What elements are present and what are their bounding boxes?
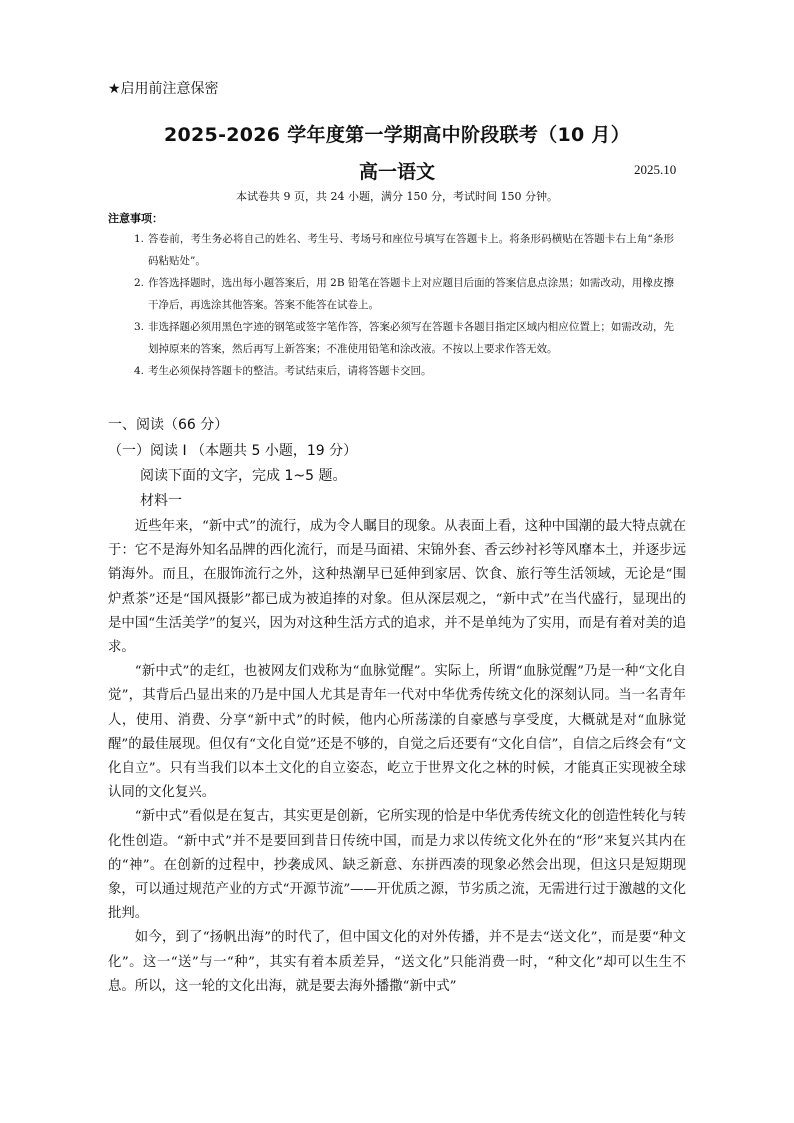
paragraph: 如今，到了“扬帆出海”的时代了，但中国文化的对外传播，并不是去“送文化”，而是要“种文化”。这一“送”与一“种”，其实有着本质差异，“送文化”只能消费一时，“种文化”却可以生生不息。所以，这一轮的文化出海，就是要去海外播撒“新中式” — [108, 930, 686, 994]
paragraph: 近些年来，“新中式”的流行，成为令人瞩目的现象。从表面上看，这种中国潮的最大特点就在于：它不是海外知名品牌的西化流行，而是马面裙、宋锦外套、香云纱衬衫等风靡本土，并逐步远销海外。而且，在服饰流行之外，这种热潮早已延伸到家居、饮食、旅行等生活领域，无论是“围炉煮茶”还是“国风摄影”都已成为被追捧的对象。但从深层观之，“新中式”在当代盛行，显现出的是中国“生活美学”的复兴，因为对这种生活方式的追求，并不是单纯为了实用，而是有着对美的追求。 — [108, 519, 686, 656]
paragraph: “新中式”看似是在复古，其实更是创新，它所实现的恰是中华优秀传统文化的创造性转化与转化性创造。“新中式”并不是要回到昔日传统中国，而是力求以传统文化外在的“形”来复兴其内在的“神”。在创新的过程中，抄袭成风、缺乏新意、东拼西凑的现象必然会出现，但这只是短期现象，可以通过规范产业的方式“开源节流”——开优质之源，节劣质之流，无需进行过于激越的文化批判。 — [108, 809, 686, 922]
notice-heading: 注意事项： — [108, 212, 163, 225]
exam-date: 2025.10 — [634, 162, 677, 177]
paragraph: “新中式”的走红，也被网友们戏称为“血脉觉醒”。实际上，所谓“血脉觉醒”乃是一种“文化自觉”，其背后凸显出来的乃是中国人尤其是青年一代对中华优秀传统文化的深刻认同。当一名青年人，使用、消费、分享“新中式”的时候，他内心所荡漾的自豪感与享受度，大概就是对“血脉觉醒”的最佳展现。但仅有“文化自觉”还是不够的，自觉之后还要有“文化自信”，自信之后终会有“文化自立”。只有当我们以本土文化的自立姿态，屹立于世界文化之林的时候，才能真正实现被全球认同的文化复兴。 — [108, 664, 686, 801]
notice-text: 考生必须保持答题卡的整洁。考试结束后，请将答题卡交回。 — [148, 365, 432, 377]
notice-item — [134, 316, 674, 360]
exam-title: 2025-2026 学年度第一学期高中阶段联考（10 月） — [163, 124, 631, 146]
notice-item — [134, 360, 674, 382]
notice-number: 2. — [134, 277, 145, 289]
notice-item — [134, 272, 674, 316]
exam-info: 本试卷共 9 页，共 24 小题，满分 150 分，考试时间 150 分钟。 — [236, 190, 558, 203]
notice-list — [134, 228, 674, 382]
subsection-title: （一）阅读 I （本题共 5 小题，19 分） — [108, 443, 358, 459]
notice-number: 4. — [134, 365, 145, 377]
material-body — [108, 515, 686, 999]
material-heading: 材料一 — [140, 493, 182, 509]
notice-text: 非选择题必须用黑色字迹的钢笔或签字笔作答，答案必须写在答题卡各题目指定区域内相应位置上；如需改动，先划掉原来的答案，然后再写上新答案；不准使用铅笔和涂改液。不按以上要求作答无效。 — [148, 321, 674, 355]
subject-title: 高一语文 — [358, 161, 435, 183]
notice-text: 答卷前，考生务必将自己的姓名、考生号、考场号和座位号填写在答题卡上。将条形码横贴在答题卡右上角“条形码粘贴处”。 — [148, 233, 674, 267]
notice-number: 1. — [134, 233, 145, 245]
reading-instruction: 阅读下面的文字，完成 1~5 题。 — [140, 468, 347, 484]
section-title: 一、阅读（66 分） — [108, 417, 229, 433]
notice-text: 作答选择题时，选出每小题答案后，用 2B 铅笔在答题卡上对应题目后面的答案信息点涂黑；如需改动，用橡皮擦干净后，再选涂其他答案。答案不能答在试卷上。 — [148, 277, 674, 311]
notice-number: 3. — [134, 321, 145, 333]
confidential-label: ★启用前注意保密 — [108, 81, 219, 97]
notice-item — [134, 228, 674, 272]
